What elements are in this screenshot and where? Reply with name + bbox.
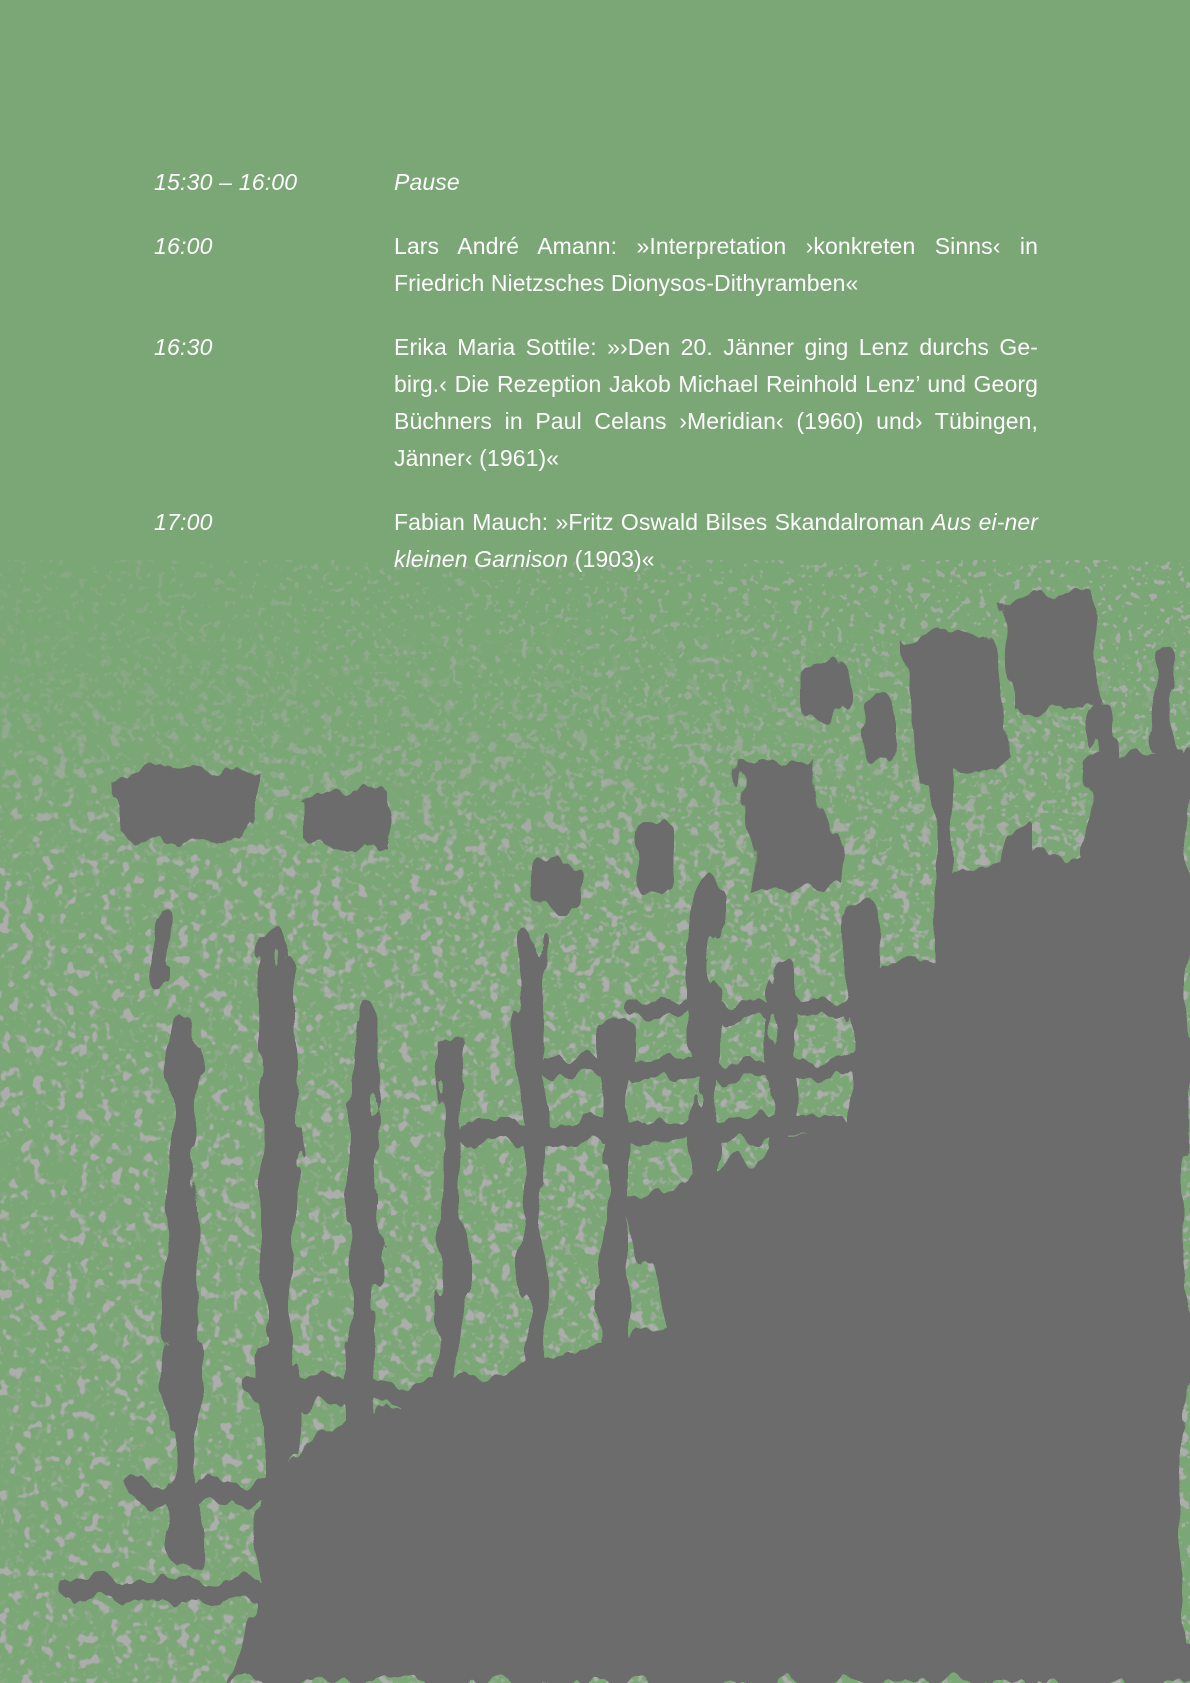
programme-schedule: [154, 164, 1038, 578]
schedule-time: 16:30: [154, 334, 213, 360]
schedule-entry-amann: [154, 228, 1038, 302]
schedule-entry-pause: [154, 164, 1038, 201]
schedule-time: 17:00: [154, 509, 213, 535]
novel-title: Aus ei-ner kleinen Garnison: [394, 509, 1039, 572]
schedule-title: Lars André Amann: »Interpretation ›konkreten Sinns‹ in Friedrich Nietzsches Dionysos-Dithyramben«: [394, 233, 1038, 296]
schedule-title: Erika Maria Sottile: »›Den 20. Jänner ging Lenz durchs Ge-birg.‹ Die Rezeption Jakob Michael Reinhold Lenz’ und Georg Büchners in Paul Celans ›Meridian‹ (1960) und› Tübingen, Jänner‹ (1961)«: [394, 334, 1038, 471]
schedule-entry-mauch: [154, 504, 1038, 578]
schedule-title: [394, 504, 1038, 578]
schedule-time: 16:00: [154, 233, 213, 259]
schedule-title: Pause: [394, 169, 460, 195]
schedule-time: 15:30 – 16:00: [154, 169, 298, 195]
schedule-title-text: Fabian Mauch: »Fritz Oswald Bilses Skandalroman: [394, 509, 932, 535]
schedule-entry-sottile: [154, 329, 1038, 477]
schedule-title-year: (1903)«: [568, 546, 655, 572]
